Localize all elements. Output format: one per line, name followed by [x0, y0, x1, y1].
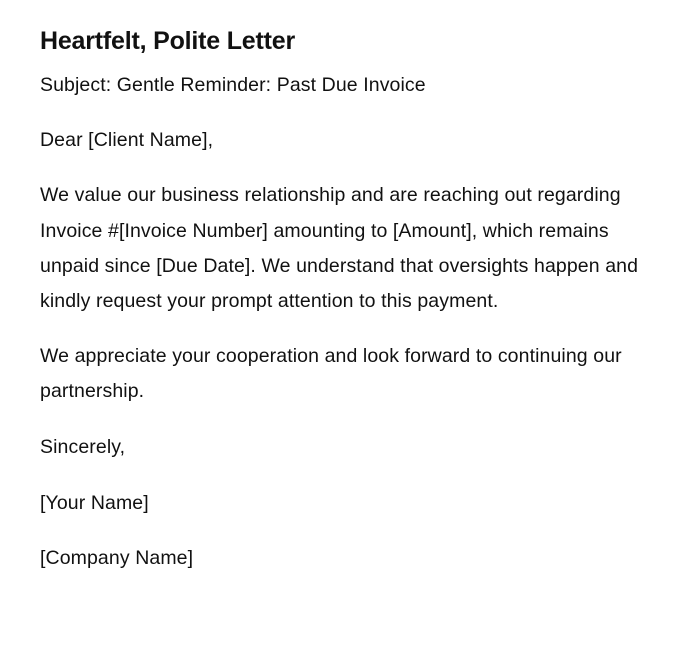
letter-title: Heartfelt, Polite Letter: [40, 27, 295, 55]
body-paragraph-1: We value our business relationship and are reaching out regarding Invoice #[Invoice Number] amounting to [Amount], which remains unpaid since [Due Date]. We understand that oversights happen and kindly request your prompt attention to this payment.: [40, 184, 639, 313]
signature-company: [Company Name]: [40, 547, 194, 570]
body-paragraph-2: We appreciate your cooperation and look forward to continuing our partnership.: [40, 345, 622, 403]
greeting: Dear [Client Name],: [40, 129, 214, 152]
subject-line: Subject: Gentle Reminder: Past Due Invoice: [40, 74, 426, 96]
signature-name: [Your Name]: [40, 491, 149, 514]
closing: Sincerely,: [40, 435, 126, 458]
